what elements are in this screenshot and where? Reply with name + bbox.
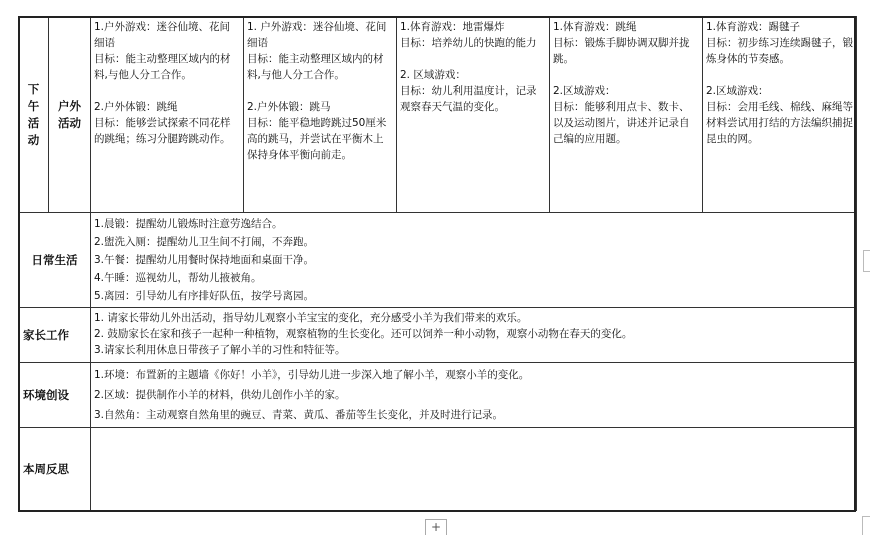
environment-label-cell[interactable] bbox=[19, 363, 91, 428]
activity-line: 1. 户外游戏：迷谷仙境、花间细语 bbox=[247, 21, 387, 49]
daily-life-content-cell[interactable] bbox=[91, 213, 857, 308]
afternoon-label-char: 午 bbox=[27, 98, 40, 113]
activity-line: 2.户外体锻：跳绳 bbox=[94, 101, 178, 113]
daily-life-item: 3.午餐：提醒幼儿用餐时保持地面和桌面干净。 bbox=[94, 254, 315, 266]
parent-work-label: 家长工作 bbox=[23, 328, 69, 342]
environment-item: 3.自然角：主动观察自然角里的豌豆、青菜、黄瓜、番茄等生长变化，并及时进行记录。 bbox=[94, 409, 504, 421]
afternoon-label-char: 下 bbox=[27, 81, 40, 96]
environment-row bbox=[19, 363, 857, 428]
day-cell-2[interactable] bbox=[244, 17, 397, 213]
daily-life-item: 4.午睡：巡视幼儿，帮幼儿掖被角。 bbox=[94, 272, 262, 284]
add-row-button[interactable]: + bbox=[425, 519, 447, 535]
afternoon-label-cell[interactable] bbox=[19, 17, 49, 213]
daily-life-label-cell[interactable] bbox=[19, 213, 91, 308]
goal-line: 目标：锻炼手脚协调双脚并拢跳。 bbox=[553, 37, 690, 65]
goal-line: 目标：能主动整理区域内的材料,与他人分工合作。 bbox=[247, 53, 384, 81]
activity-line: 2. 区域游戏： bbox=[400, 69, 466, 81]
afternoon-label-char: 动 bbox=[27, 132, 40, 147]
activity-line: 1.体育游戏：地雷爆炸 bbox=[400, 21, 505, 33]
day-cell-5[interactable] bbox=[703, 17, 857, 213]
table-corner-handle[interactable] bbox=[862, 516, 870, 535]
day-cell-4[interactable] bbox=[550, 17, 703, 213]
environment-content-cell[interactable] bbox=[91, 363, 857, 428]
activity-line: 2.户外体锻：跳马 bbox=[247, 101, 331, 113]
daily-life-item: 1.晨锻：提醒幼儿锻炼时注意劳逸结合。 bbox=[94, 218, 283, 230]
row-resize-handle[interactable] bbox=[863, 250, 870, 272]
afternoon-label-char: 活 bbox=[27, 115, 40, 130]
daily-life-item: 5.离园：引导幼儿有序排好队伍，按学号离园。 bbox=[94, 290, 315, 302]
goal-line: 目标：能够尝试探索不同花样的跳绳；练习分腿跨跳动作。 bbox=[94, 117, 231, 145]
goal-line: 目标：初步练习连续踢毽子，锻炼身体的节奏感。 bbox=[706, 37, 853, 65]
activity-line: 1.体育游戏：踢毽子 bbox=[706, 21, 801, 33]
outdoor-activity-label: 活动 bbox=[58, 115, 81, 130]
reflection-label: 本周反思 bbox=[23, 462, 69, 476]
activity-line: 1.体育游戏：跳绳 bbox=[553, 21, 637, 33]
parent-work-label-cell[interactable] bbox=[19, 308, 91, 363]
activity-line: 1.户外游戏：迷谷仙境、花间细语 bbox=[94, 21, 231, 49]
environment-label: 环境创设 bbox=[23, 388, 69, 402]
environment-item: 2.区域：提供制作小羊的材料，供幼儿创作小羊的家。 bbox=[94, 389, 346, 401]
day-cell-1[interactable] bbox=[91, 17, 244, 213]
day-cell-3[interactable] bbox=[397, 17, 550, 213]
parent-work-item: 2. 鼓励家长在家和孩子一起种一种植物，观察植物的生长变化。还可以饲养一种小动物，观察小动物在春天的变化。 bbox=[94, 328, 633, 340]
goal-line: 目标：培养幼儿的快跑的能力 bbox=[400, 37, 537, 49]
reflection-content-cell[interactable] bbox=[91, 428, 857, 511]
daily-life-item: 2.盥洗入厕：提醒幼儿卫生间不打闹，不奔跑。 bbox=[94, 236, 315, 248]
goal-line: 目标：幼儿利用温度计，记录观察春天气温的变化。 bbox=[400, 85, 537, 113]
weekly-plan-table bbox=[18, 16, 857, 511]
afternoon-row bbox=[19, 17, 857, 213]
goal-line: 目标：能够利用点卡、数卡、以及运动图片，讲述并记录自己编的应用题。 bbox=[553, 101, 690, 145]
parent-work-row bbox=[19, 308, 857, 363]
parent-work-item: 1. 请家长带幼儿外出活动，指导幼儿观察小羊宝宝的变化，充分感受小羊为我们带来的欢乐。 bbox=[94, 312, 528, 324]
reflection-row bbox=[19, 428, 857, 511]
outdoor-activity-label-cell[interactable] bbox=[49, 17, 91, 213]
daily-life-row bbox=[19, 213, 857, 308]
parent-work-content-cell[interactable] bbox=[91, 308, 857, 363]
goal-line: 目标：能平稳地跨跳过50厘米高的跳马，并尝试在平衡木上保持身体平衡向前走。 bbox=[247, 117, 387, 161]
outdoor-activity-label: 户外 bbox=[58, 98, 81, 113]
activity-line: 2.区域游戏： bbox=[706, 85, 769, 97]
parent-work-item: 3.请家长利用休息日带孩子了解小羊的习性和特征等。 bbox=[94, 344, 346, 356]
daily-life-label: 日常生活 bbox=[31, 252, 78, 267]
goal-line: 目标：能主动整理区域内的材料,与他人分工合作。 bbox=[94, 53, 231, 81]
reflection-label-cell[interactable] bbox=[19, 428, 91, 511]
goal-line: 目标：会用毛线、棉线、麻绳等材料尝试用打结的方法编织捕捉昆虫的网。 bbox=[706, 101, 853, 145]
environment-item: 1.环境：布置新的主题墙《你好！小羊》，引导幼儿进一步深入地了解小羊，观察小羊的变化。 bbox=[94, 369, 530, 381]
activity-line: 2.区域游戏： bbox=[553, 85, 616, 97]
